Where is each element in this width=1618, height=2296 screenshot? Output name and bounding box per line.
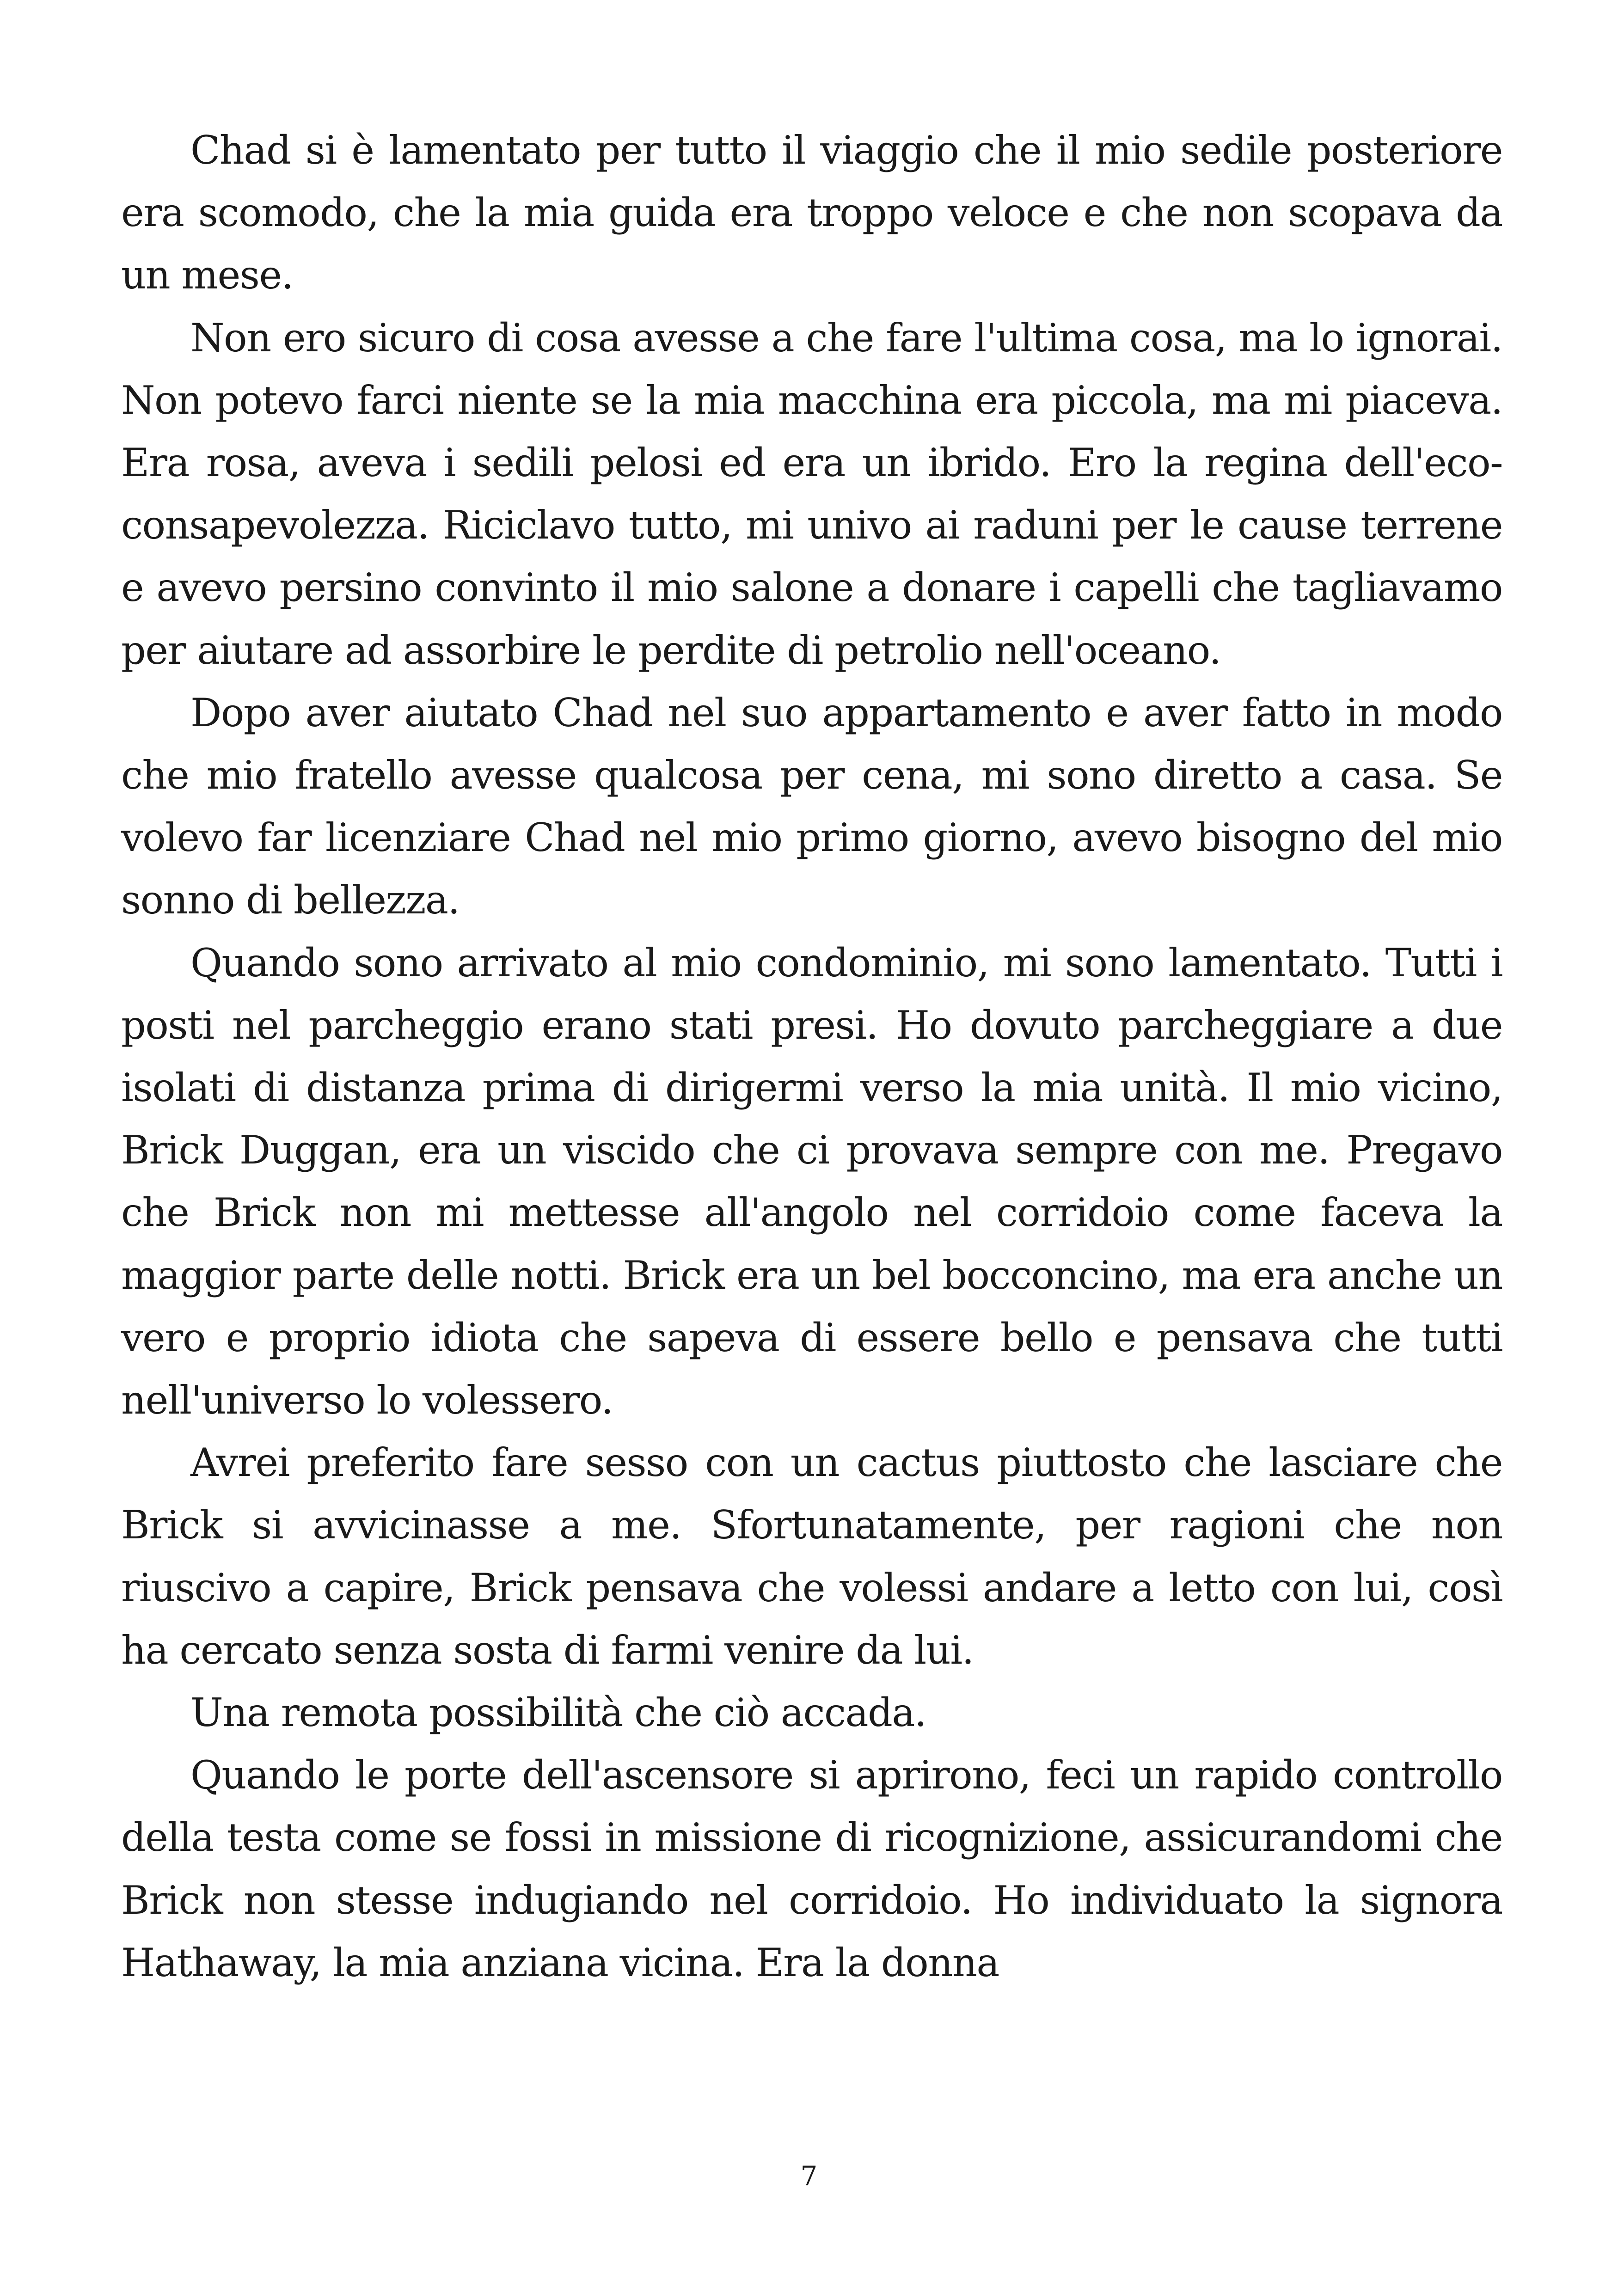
paragraph: Avrei preferito fare sesso con un cactus piuttosto che lasciare che Brick si avvicinasse a me. Sfortunatamente, per ragioni che non riuscivo a capire, Brick pensava che volessi andare a letto con lui, così ha cercato senza sosta di farmi venire da lui. [121, 1440, 1502, 1673]
paragraph: Quando sono arrivato al mio condominio, mi sono lamentato. Tutti i posti nel parcheggio erano stati presi. Ho dovuto parcheggiare a due isolati di distanza prima di dirigermi verso la mia unità. Il mio vicino, Brick Duggan, era un viscido che ci provava sempre con me. Pregavo che Brick non mi mettesse all'angolo nel corridoio come faceva la maggior parte delle notti. Brick era un bel bocconcino, ma era anche un vero e proprio idiota che sapeva di essere bello e pensava che tutti nell'universo lo volessero. [121, 940, 1502, 1423]
paragraph: Non ero sicuro di cosa avesse a che fare l'ultima cosa, ma lo ignorai. Non potevo farci niente se la mia macchina era piccola, ma mi piaceva. Era rosa, aveva i sedili pelosi ed era un ibrido. Ero la regina dell'eco-consapevolezza. Riciclavo tutto, mi univo ai raduni per le cause terrene e avevo persino convinto il mio salone a donare i capelli che tagliavamo per aiutare ad assorbire le perdite di petrolio nell'oceano. [121, 315, 1502, 673]
paragraph: Quando le porte dell'ascensore si aprirono, feci un rapido controllo della testa come se fossi in missione di ricognizione, assicurandomi che Brick non stesse indugiando nel corridoio. Ho individuato la signora Hathaway, la mia anziana vicina. Era la donna [121, 1752, 1502, 1985]
page-number: 7 [800, 2160, 818, 2192]
body-text [121, 119, 1502, 1994]
paragraph: Una remota possibilità che ciò accada. [190, 1690, 926, 1736]
paragraph: Dopo aver aiutato Chad nel suo appartamento e aver fatto in modo che mio fratello avesse qualcosa per cena, mi sono diretto a casa. Se volevo far licenziare Chad nel mio primo giorno, avevo bisogno del mio sonno di bellezza. [121, 690, 1502, 923]
paragraph: Chad si è lamentato per tutto il viaggio che il mio sedile posteriore era scomodo, che la mia guida era troppo veloce e che non scopava da un mese. [121, 128, 1502, 298]
